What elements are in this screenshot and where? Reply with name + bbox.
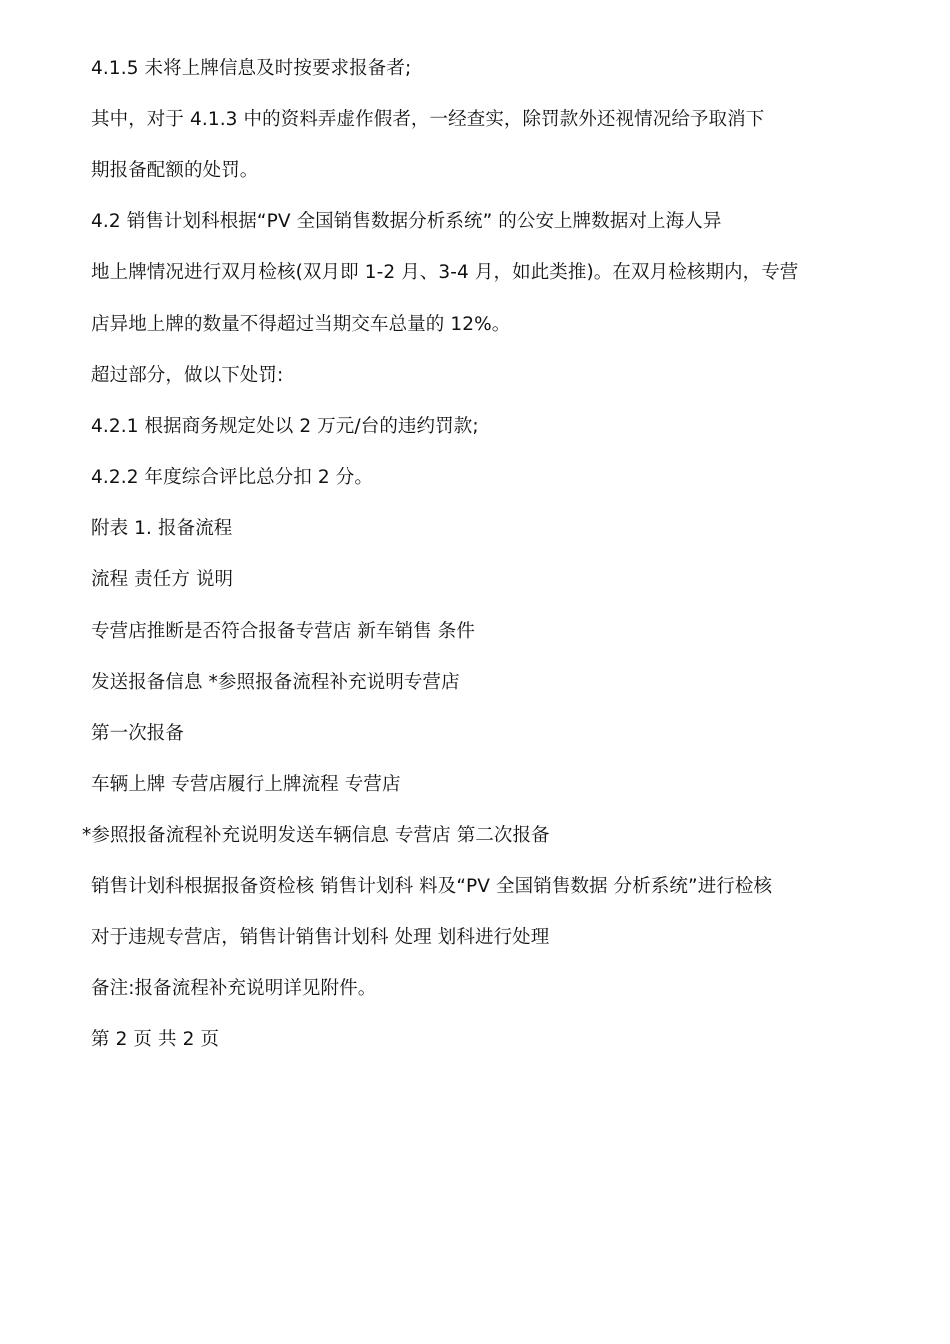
appendix-title: 附表 1. 报备流程 [91, 518, 233, 539]
clause-4-2-1: 4.2.1 根据商务规定处以 2 万元/台的违约罚款; [91, 416, 479, 437]
flow-table-header: 流程 责任方 说明 [91, 569, 234, 590]
flow-row-4: 车辆上牌 专营店履行上牌流程 专营店 [91, 774, 401, 795]
flow-row-5: *参照报备流程补充说明发送车辆信息 专营店 第二次报备 [82, 825, 550, 846]
flow-row-2: 发送报备信息 *参照报备流程补充说明专营店 [91, 672, 460, 693]
flow-row-1: 专营店推断是否符合报备专营店 新车销售 条件 [91, 621, 475, 642]
flow-row-7: 对于违规专营店，销售计销售计划科 处理 划科进行处理 [91, 927, 550, 948]
clause-4-2-cont-2: 店异地上牌的数量不得超过当期交车总量的 12%。 [91, 314, 511, 335]
clause-4-2: 4.2 销售计划科根据“PV 全国销售数据分析系统” 的公安上牌数据对上海人异 [91, 211, 722, 232]
paragraph-falsification-cont: 期报备配额的处罚。 [91, 160, 259, 181]
clause-4-2-2: 4.2.2 年度综合评比总分扣 2 分。 [91, 467, 373, 488]
clause-4-2-cont-1: 地上牌情况进行双月检核(双月即 1-2 月、3-4 月，如此类推)。在双月检核期内，专营 [91, 262, 799, 283]
page-number: 第 2 页 共 2 页 [91, 1029, 220, 1050]
penalty-intro: 超过部分，做以下处罚: [91, 365, 284, 386]
flow-row-6: 销售计划科根据报备资检核 销售计划科 料及“PV 全国销售数据 分析系统”进行检核 [91, 876, 773, 897]
paragraph-falsification: 其中，对于 4.1.3 中的资料弄虚作假者，一经查实，除罚款外还视情况给予取消下 [91, 109, 765, 130]
clause-4-1-5: 4.1.5 未将上牌信息及时按要求报备者; [91, 58, 412, 79]
flow-row-3: 第一次报备 [91, 723, 185, 744]
remark: 备注:报备流程补充说明详见附件。 [91, 978, 377, 999]
